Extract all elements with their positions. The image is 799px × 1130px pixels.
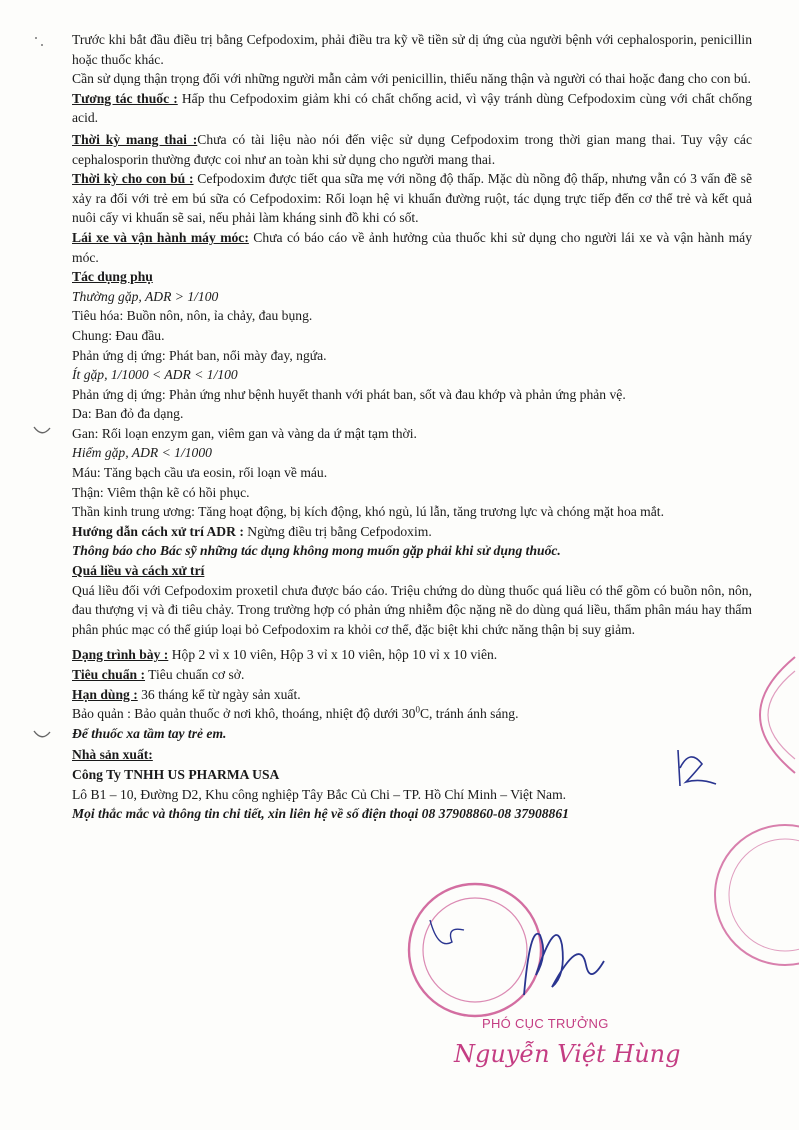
packaging-text: Hộp 2 vỉ x 10 viên, Hộp 3 vỉ x 10 viên, hộp 10 vỉ x 10 viên. [168, 647, 498, 663]
adr-guide-heading: Hướng dẫn cách xử trí ADR : [72, 523, 244, 539]
standard-heading: Tiêu chuẩn : [72, 667, 146, 682]
side-effect-item: Phản ứng dị ứng: Phản ứng như bệnh huyết thanh với phát ban, sốt và đau khớp và phản ứng phản vệ. [72, 386, 626, 402]
side-effect-item: Da: Ban đỏ đa dạng. [72, 406, 184, 422]
expiry-section [72, 685, 752, 705]
margin-mark-top [32, 34, 52, 48]
side-effect-item: Tiêu hóa: Buồn nôn, nôn, ỉa chảy, đau bụng. [72, 308, 313, 324]
pregnancy-section [72, 130, 752, 169]
contact-line: Mọi thắc mắc và thông tin chi tiết, xin liên hệ về số điện thoại 08 37908860-08 37908861 [72, 806, 569, 822]
manufacturer-heading: Nhà sản xuất: [72, 747, 153, 763]
side-effect-item: Thận: Viêm thận kẽ có hồi phục. [72, 484, 250, 500]
side-effect-item: Phản ứng dị ứng: Phát ban, nổi mày đay, ngứa. [72, 347, 327, 363]
standard-section [72, 665, 752, 685]
signature [500, 905, 610, 1005]
lactation-section [72, 169, 752, 228]
storage-suffix: C, tránh ánh sáng. [419, 706, 519, 722]
allergy-warning: Trước khi bắt đầu điều trị bằng Cefpodoxim, phải điều tra kỹ về tiền sử dị ứng của người bệnh với cephalosporin, penicillin hoặc thuốc khác. [72, 32, 752, 67]
side-effect-item: Gan: Rối loạn enzym gan, viêm gan và vàng da ứ mật tạm thời. [72, 425, 417, 441]
overdose-text: Quá liều đối với Cefpodoxim proxetil chưa được báo cáo. Triệu chứng do dùng thuốc quá liều có thể gồm có buồn nôn, nôn, đau thượng vị và đi tiêu chảy. Trong trường hợp có phản ứng nhiễm độc nặng nề do dùng quá liều, thẩm phân máu hay thẩm phân phúc mạc có thể giúp loại bỏ Cefpodoxim ra khỏi cơ thể, đặc biệt khi chức năng thận bị suy giảm. [72, 582, 752, 637]
signatory-name: Nguyễn Việt Hùng [454, 1040, 681, 1068]
side-effect-item: Thần kinh trung ương: Tăng hoạt động, bị kích động, khó ngủ, lú lẫn, tăng trương lực và chóng mặt hoa mắt. [72, 504, 664, 520]
notify-doctor-note: Thông báo cho Bác sỹ những tác dụng không mong muốn gặp phải khi sử dụng thuốc. [72, 543, 561, 559]
margin-mark-low [32, 728, 52, 742]
storage-section [72, 704, 752, 724]
interactions-text: Hấp thu Cefpodoxim giảm khi có chất chống acid, vì vậy tránh dùng Cefpodoxim cùng với chất chống acid. [72, 90, 752, 126]
expiry-heading: Hạn dùng : [72, 686, 138, 702]
margin-mark-mid [32, 424, 52, 438]
degree-mark: 0 [415, 704, 420, 715]
storage-text: Bảo quản : Bảo quản thuốc ở nơi khô, thoáng, nhiệt độ dưới 30 [72, 706, 416, 722]
standard-text: Tiêu chuẩn cơ sở. [145, 667, 245, 682]
side-effect-item: Chung: Đau đầu. [72, 327, 165, 343]
stamp-fragment-right [690, 820, 799, 970]
lactation-heading: Thời kỳ cho con bú : [72, 171, 194, 187]
overdose-heading: Quá liều và cách xử trí [72, 563, 205, 579]
manufacturer-address: Lô B1 – 10, Đường D2, Khu công nghiệp Tây Bắc Củ Chi – TP. Hồ Chí Minh – Việt Nam. [72, 786, 567, 802]
side-effects-heading: Tác dụng phụ [72, 269, 153, 285]
interactions-heading: Tương tác thuốc : [72, 90, 178, 106]
packaging-section [72, 645, 752, 665]
interactions-section [72, 89, 752, 128]
uncommon-label: Ít gặp, 1/1000 < ADR < 1/100 [72, 367, 238, 383]
signatory-title: PHÓ CỤC TRƯỞNG [482, 1016, 609, 1031]
driving-section [72, 228, 752, 267]
initials-mark [672, 742, 722, 792]
expiry-text: 36 tháng kể từ ngày sản xuất. [137, 686, 301, 702]
packaging-heading: Dạng trình bày : [72, 647, 169, 663]
manufacturer-company: Công Ty TNHH US PHARMA USA [72, 766, 280, 782]
side-effect-item: Máu: Tăng bạch cầu ưa eosin, rối loạn về máu. [72, 465, 328, 481]
common-label: Thường gặp, ADR > 1/100 [72, 288, 219, 304]
driving-heading: Lái xe và vận hành máy móc: [72, 229, 249, 245]
caution-note: Cần sử dụng thận trọng đối với những người mẫn cảm với penicillin, thiểu năng thận và người có thai hoặc đang cho con bú. [72, 71, 751, 87]
document-body [72, 30, 752, 824]
adr-guide-section [72, 522, 752, 542]
rare-label: Hiếm gặp, ADR < 1/1000 [72, 445, 212, 461]
driving-text: Chưa có báo cáo về ảnh hưởng của thuốc khi sử dụng cho người lái xe và vận hành máy móc. [72, 229, 752, 265]
stamp-fragment-top [735, 655, 799, 775]
pregnancy-text: Chưa có tài liệu nào nói đến việc sử dụng Cefpodoxim trong thời gian mang thai. Tuy vậy các cephalosporin thường được coi như an toàn khi sử dụng cho người mang thai. [72, 131, 752, 167]
pregnancy-heading: Thời kỳ mang thai : [72, 131, 198, 147]
adr-guide-text: Ngừng điều trị bằng Cefpodoxim. [243, 523, 432, 539]
lactation-text: Cefpodoxim được tiết qua sữa mẹ với nồng độ thấp. Mặc dù nồng độ thấp, nhưng vẫn có 3 vấn đề sẽ xảy ra đối với trẻ em bú sữa có Cefpodoxim: Rối loạn hệ vi khuẩn đường ruột, tác dụng trực tiếp đến cơ thể trẻ và kết quả nuôi cấy vi khuẩn sẽ sai, nếu phải làm kháng sinh đồ khi có sốt. [72, 171, 752, 226]
children-warning: Để thuốc xa tầm tay trẻ em. [72, 725, 227, 741]
